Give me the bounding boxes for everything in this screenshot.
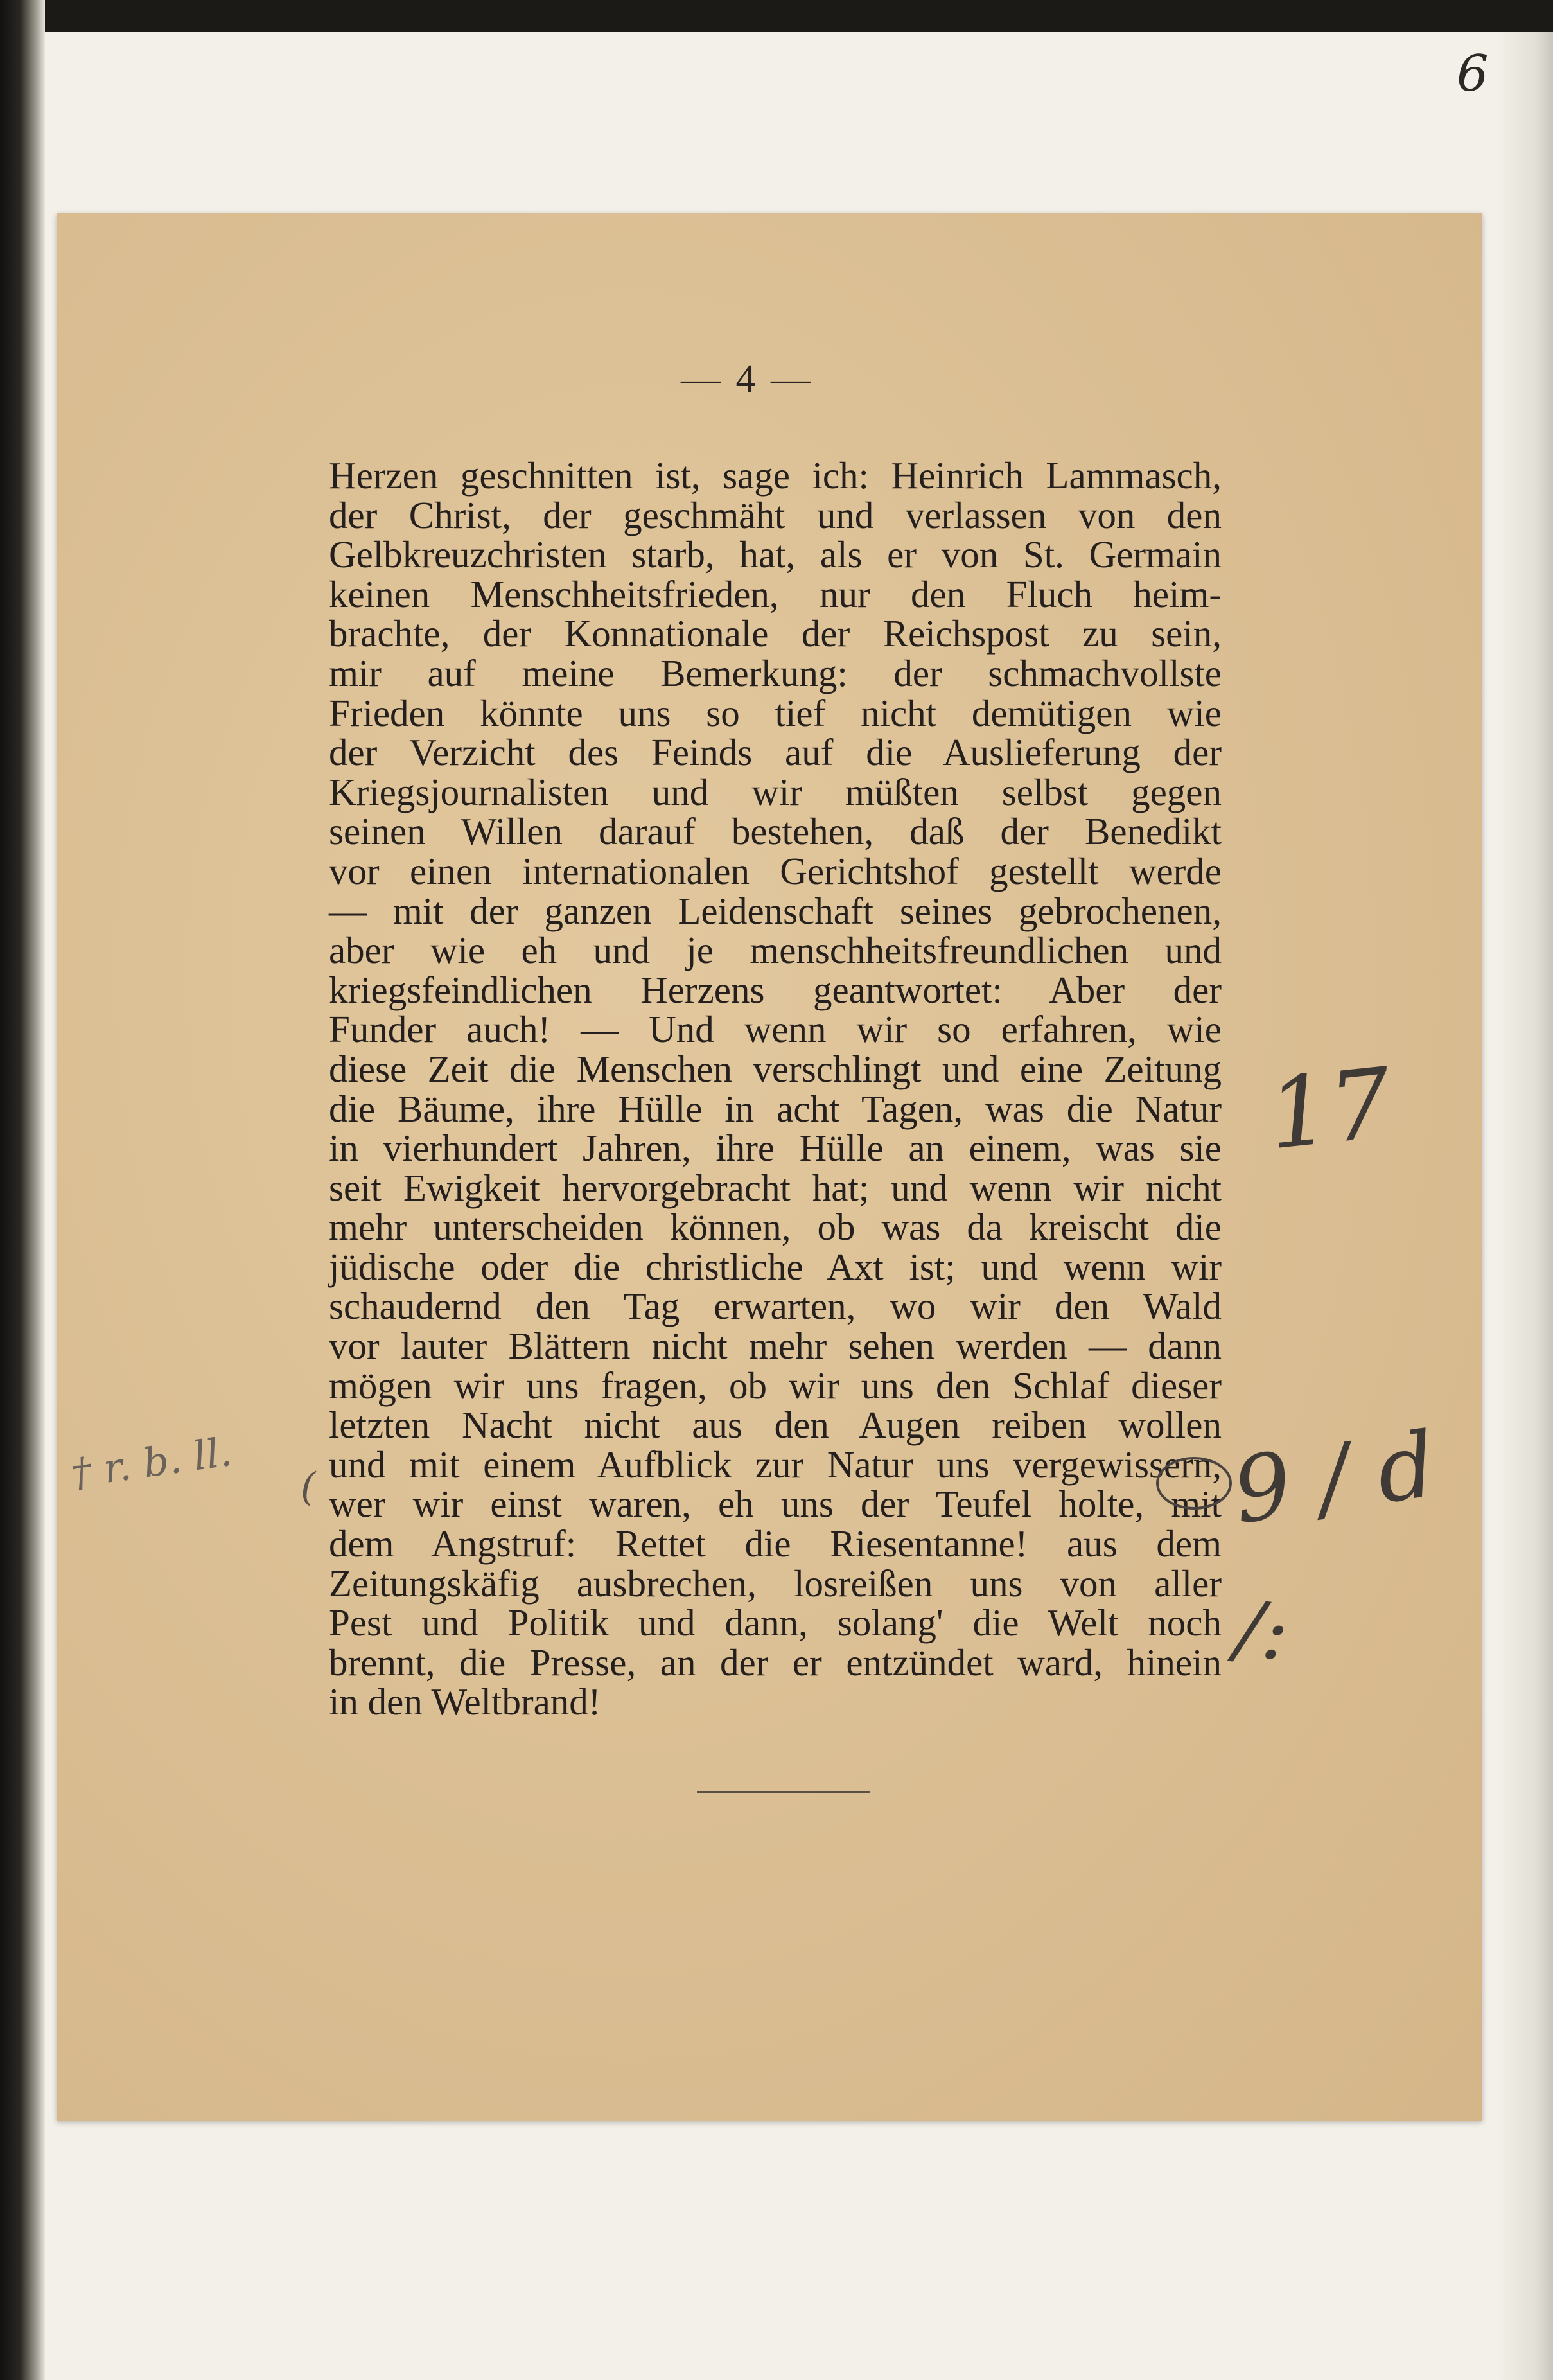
text-line: vor einen internationalen Gerichtshof gestellt werde: [329, 849, 1222, 892]
text-line: brachte, der Konnationale der Reichspost zu sein,: [329, 612, 1222, 655]
book-binding-edge: [0, 0, 45, 2380]
text-line: aber wie eh und je menschheitsfreundlichen und: [329, 929, 1222, 972]
text-line: Frieden könnte uns so tief nicht demütigen wie: [329, 691, 1222, 734]
text-line: jüdische oder die christliche Axt ist; und wenn wir: [329, 1245, 1222, 1288]
handwritten-note-17: 17: [1263, 1047, 1397, 1172]
text-line: — mit der ganzen Leidenschaft seines gebrochenen,: [329, 889, 1222, 932]
handwritten-note-slash: /:: [1231, 1584, 1293, 1679]
text-line: dem Angstruf: Rettet die Riesentanne! aus dem: [329, 1522, 1222, 1565]
text-line: wer wir einst waren, eh uns der Teufel holte, mit: [329, 1483, 1222, 1526]
text-line: die Bäume, ihre Hülle in acht Tagen, was die Natur: [329, 1087, 1222, 1130]
text-line: und mit einem Aufblick zur Natur uns vergewissern,: [329, 1443, 1222, 1486]
text-line: mir auf meine Bemerkung: der schmachvollste: [329, 651, 1222, 694]
page-number: — 4 —: [681, 357, 813, 401]
handwritten-note-left: † r. b. ll.: [68, 1427, 235, 1497]
text-line: vor lauter Blättern nicht mehr sehen werden — dann: [329, 1325, 1222, 1368]
end-rule-divider: [697, 1791, 870, 1793]
text-line: mehr unterscheiden können, ob was da kreischt die: [329, 1206, 1222, 1249]
text-line: Pest und Politik und dann, solang' die Welt noch: [329, 1601, 1222, 1644]
text-line: keinen Menschheitsfrieden, nur den Fluch heim-: [329, 572, 1222, 615]
folio-number: 6: [1457, 45, 1489, 103]
text-line: schaudernd den Tag erwarten, wo wir den Wald: [329, 1285, 1222, 1328]
text-line: in vierhundert Jahren, ihre Hülle an einem, was sie: [329, 1127, 1222, 1170]
text-line: brennt, die Presse, an der er entzündet ward, hinein: [329, 1641, 1222, 1684]
text-line: seit Ewigkeit hervorgebracht hat; und wenn wir nicht: [329, 1166, 1222, 1209]
text-line: Kriegsjournalisten und wir müßten selbst gegen: [329, 770, 1222, 813]
text-line: Funder auch! — Und wenn wir so erfahren, wie: [329, 1008, 1222, 1051]
text-line: letzten Nacht nicht aus den Augen reiben wollen: [329, 1404, 1222, 1447]
text-line: Herzen geschnitten ist, sage ich: Heinrich Lammasch,: [329, 454, 1222, 497]
text-line: kriegsfeindlichen Herzens geantwortet: Aber der: [329, 968, 1222, 1011]
text-line: mögen wir uns fragen, ob wir uns den Schlaf dieser: [329, 1364, 1222, 1407]
handwritten-note-91: 9 / d: [1227, 1412, 1442, 1545]
text-line: seinen Willen darauf bestehen, daß der Benedikt: [329, 810, 1222, 853]
text-line: der Verzicht des Feinds auf die Auslieferung der: [329, 731, 1222, 774]
text-line: diese Zeit die Menschen verschlingt und eine Zeitung: [329, 1047, 1222, 1090]
body-text: [329, 456, 1222, 1722]
handwritten-circle-mark: [1156, 1457, 1232, 1510]
page-fold-shadow: [1496, 32, 1553, 2380]
text-line: in den Weltbrand!: [329, 1680, 601, 1723]
text-line: Gelbkreuzchristen starb, hat, als er von St. Germain: [329, 533, 1222, 576]
text-line: Zeitungskäfig ausbrechen, losreißen uns von aller: [329, 1562, 1222, 1605]
handwritten-note-paren: (: [301, 1465, 316, 1510]
text-line: der Christ, der geschmäht und verlassen von den: [329, 493, 1222, 536]
